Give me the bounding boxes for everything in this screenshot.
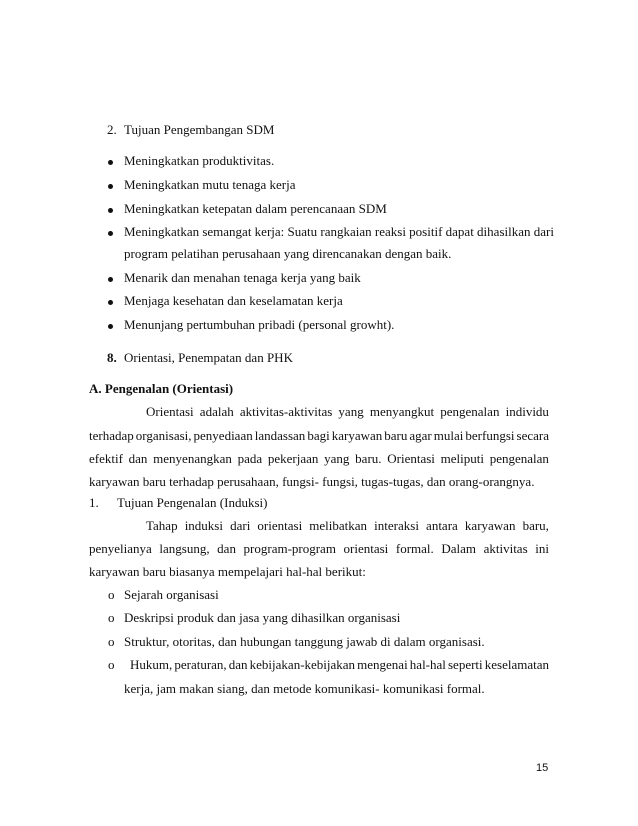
circle-bullet-icon: o	[108, 657, 115, 672]
paragraph-line: terhadap organisasi, penyediaan landassan bagi karyawan baru agar mulai berfungsi secara	[89, 428, 549, 443]
bullet-icon	[108, 208, 113, 213]
circle-bullet-icon: o	[108, 610, 115, 625]
list-item: Hukum, peraturan, dan kebijakan-kebijakan mengenai hal-hal seperti keselamatan	[130, 657, 549, 672]
list-item: Deskripsi produk dan jasa yang dihasilkan organisasi	[124, 610, 401, 625]
section-8-number: 8.	[107, 350, 117, 365]
bullet-item: Meningkatkan mutu tenaga kerja	[124, 177, 296, 192]
list-item: Sejarah organisasi	[124, 587, 219, 602]
bullet-item: Menunjang pertumbuhan pribadi (personal growht).	[124, 317, 395, 332]
paragraph-line: karyawan baru terhadap perusahaan, fungsi- fungsi, tugas-tugas, dan orang-orangnya.	[89, 474, 535, 489]
section-2-number: 2.	[107, 122, 117, 137]
section-2-title: Tujuan Pengembangan SDM	[124, 122, 275, 137]
bullet-item: Meningkatkan produktivitas.	[124, 153, 275, 168]
subsection-1-title: Tujuan Pengenalan (Induksi)	[117, 495, 268, 510]
paragraph-line: penyelianya langsung, dan program-program orientasi formal. Dalam aktivitas ini	[89, 541, 549, 556]
paragraph-line: efektif dan menyenangkan pada pekerjaan yang baru. Orientasi meliputi pengenalan	[89, 451, 549, 466]
bullet-icon	[108, 231, 113, 236]
bullet-item: Meningkatkan ketepatan dalam perencanaan SDM	[124, 201, 387, 216]
bullet-icon	[108, 277, 113, 282]
paragraph-line: karyawan baru biasanya mempelajari hal-hal berikut:	[89, 564, 366, 579]
section-8-title: Orientasi, Penempatan dan PHK	[124, 350, 293, 365]
bullet-item: Menjaga kesehatan dan keselamatan kerja	[124, 293, 343, 308]
bullet-icon	[108, 300, 113, 305]
page-number: 15	[536, 762, 549, 774]
subsection-1-number: 1.	[89, 495, 99, 510]
bullet-icon	[108, 184, 113, 189]
paragraph-line: Orientasi adalah aktivitas-aktivitas yang menyangkut pengenalan individu	[146, 404, 549, 419]
bullet-icon	[108, 160, 113, 165]
bullet-icon	[108, 324, 113, 329]
section-a-heading: A. Pengenalan (Orientasi)	[89, 381, 234, 396]
bullet-item: Menarik dan menahan tenaga kerja yang baik	[124, 270, 361, 285]
circle-bullet-icon: o	[108, 634, 115, 649]
bullet-item-continuation: program pelatihan perusahaan yang direncanakan dengan baik.	[124, 246, 452, 261]
list-item-continuation: kerja, jam makan siang, dan metode komunikasi- komunikasi formal.	[124, 681, 485, 696]
list-item: Struktur, otoritas, dan hubungan tanggung jawab di dalam organisasi.	[124, 634, 485, 649]
paragraph-line: Tahap induksi dari orientasi melibatkan interaksi antara karyawan baru,	[146, 518, 549, 533]
bullet-item: Meningkatkan semangat kerja: Suatu rangkaian reaksi positif dapat dihasilkan dari	[124, 224, 554, 239]
circle-bullet-icon: o	[108, 587, 115, 602]
